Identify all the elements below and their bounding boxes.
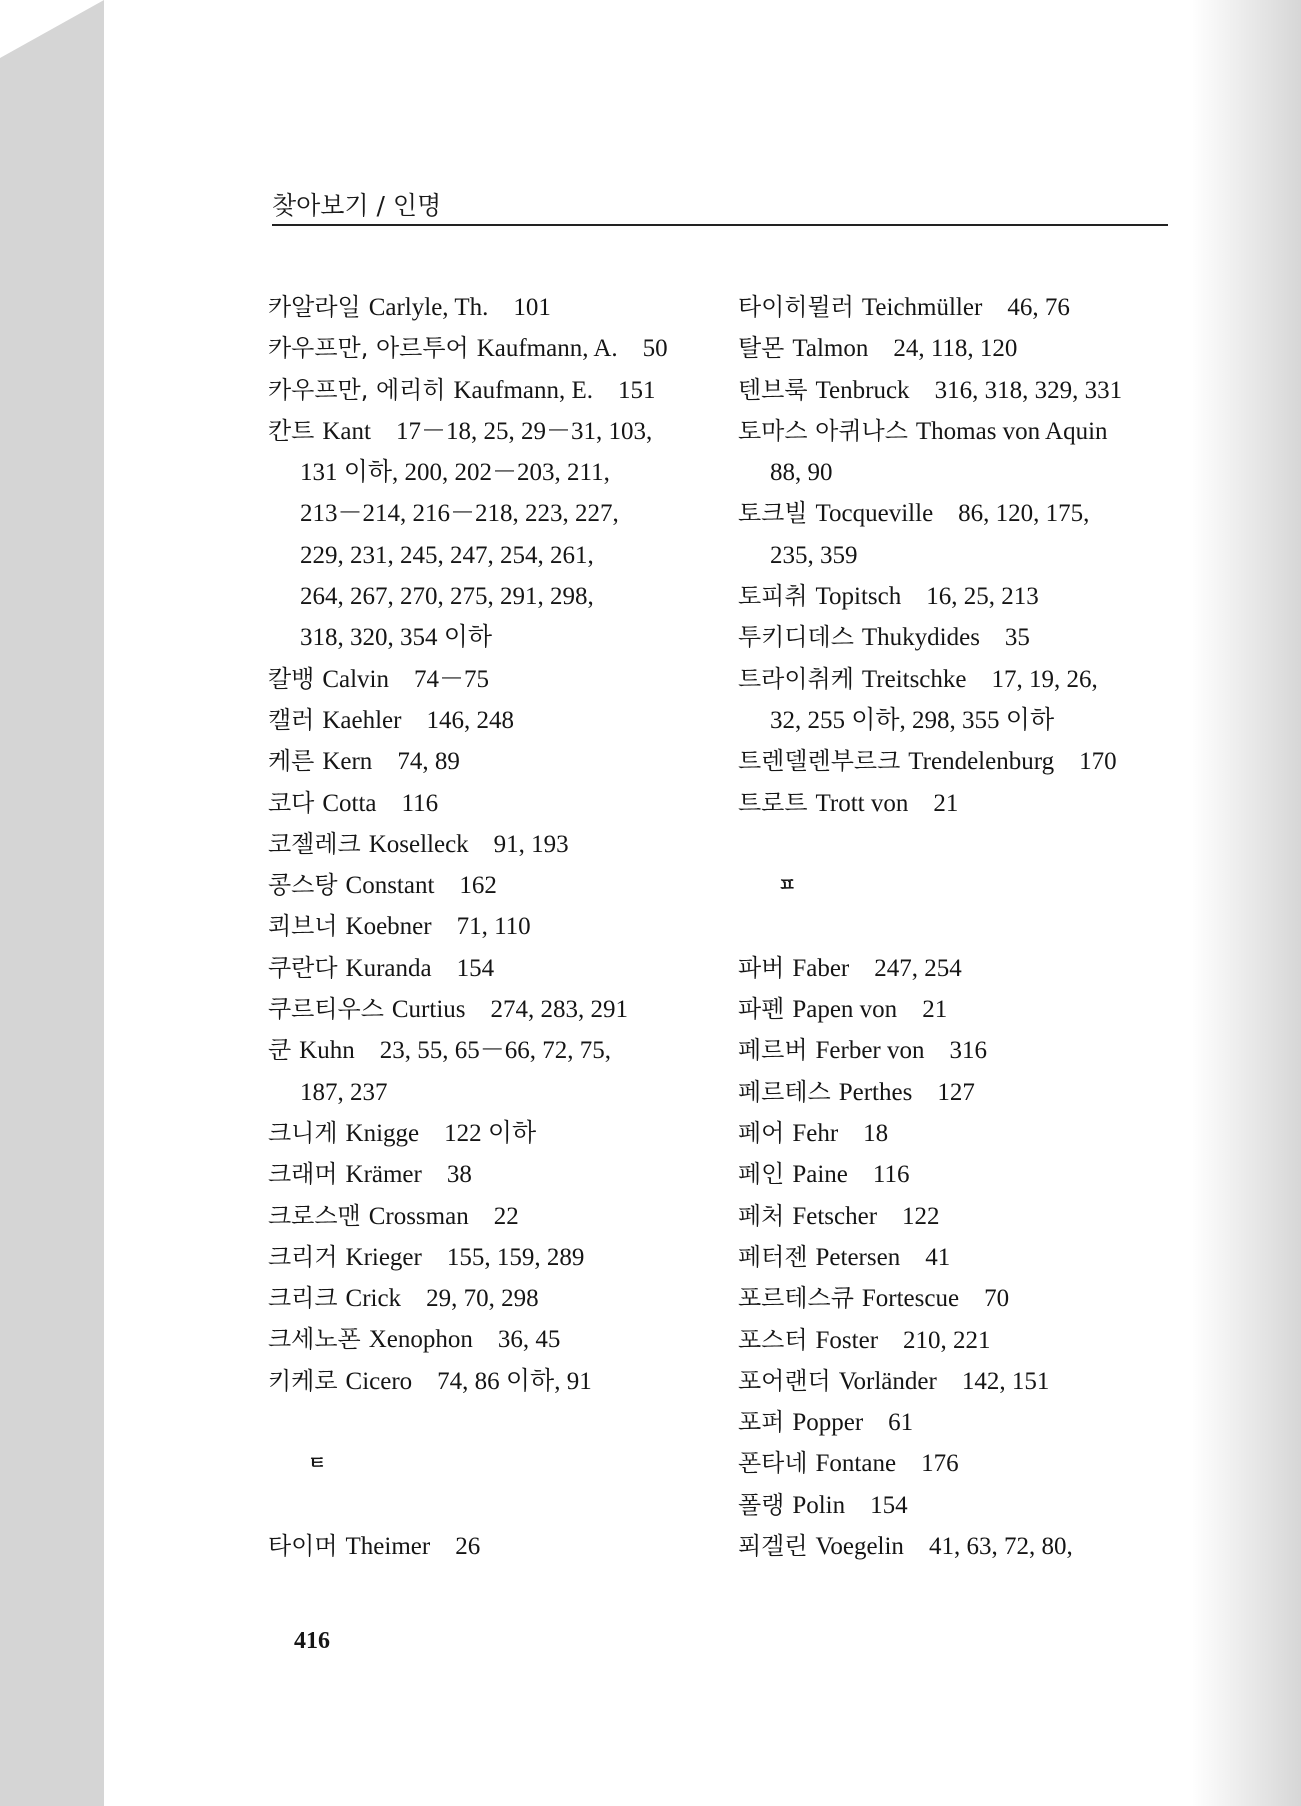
entry-original-name: Petersen	[815, 1243, 901, 1271]
entry-korean-name: 쿠르티우스	[268, 995, 384, 1024]
entry-page-refs: 26	[455, 1533, 481, 1561]
index-entry	[268, 1236, 708, 1277]
entry-korean-name: 폴랭	[738, 1490, 785, 1519]
index-entry	[738, 369, 1178, 410]
entry-korean-name: 트로트	[738, 788, 808, 817]
index-entry	[268, 286, 708, 327]
index-entry	[738, 1195, 1178, 1236]
index-entry	[738, 410, 1178, 451]
entry-korean-name: 카우프만, 아르투어	[268, 334, 469, 363]
entry-original-name: Cotta	[322, 789, 377, 817]
entry-korean-name: 크세노폰	[268, 1325, 361, 1354]
index-entry	[268, 410, 708, 451]
entry-page-refs: 116	[401, 789, 439, 817]
entry-korean-name: 캘러	[268, 705, 315, 734]
entry-page-refs: 70	[984, 1285, 1010, 1313]
entry-original-name: Topitsch	[815, 583, 902, 611]
entry-page-refs: 24, 118, 120	[893, 335, 1018, 363]
entry-page-refs: 151	[618, 376, 656, 404]
entry-page-refs: 61	[888, 1409, 914, 1437]
section-heading: ㅌ	[308, 1452, 327, 1475]
entry-original-name: Xenophon	[368, 1326, 473, 1354]
entry-page-refs: 247, 254	[874, 954, 962, 982]
entry-original-name: Kaehler	[322, 706, 402, 734]
entry-page-refs: 74, 86 이하, 91	[437, 1367, 592, 1395]
index-entry	[738, 1319, 1178, 1360]
entry-korean-name: 크리크	[268, 1284, 338, 1313]
entry-korean-name: 콩스탕	[268, 871, 338, 900]
entry-korean-name: 코젤레크	[268, 829, 361, 858]
entry-korean-name: 포퍼	[738, 1408, 785, 1437]
entry-korean-name: 포어랜더	[738, 1366, 831, 1395]
entry-page-refs: 88, 90	[770, 459, 833, 487]
index-entry	[738, 1112, 1178, 1153]
entry-original-name: Perthes	[838, 1078, 913, 1106]
entry-korean-name: 타이히뮐러	[738, 293, 854, 321]
entry-korean-name: 토크빌	[738, 499, 808, 528]
index-entry	[738, 947, 1178, 988]
entry-page-refs: 187, 237	[300, 1078, 388, 1106]
entry-original-name: Ferber von	[815, 1037, 925, 1065]
entry-page-refs: 21	[922, 996, 948, 1024]
entry-original-name: Thukydides	[861, 624, 980, 652]
entry-page-refs: 41	[925, 1243, 951, 1271]
entry-original-name: Calvin	[322, 665, 389, 693]
entry-page-refs: 71, 110	[456, 913, 531, 941]
index-entry	[268, 905, 708, 946]
entry-page-refs: 146, 248	[426, 706, 514, 734]
entry-original-name: Crick	[345, 1285, 402, 1313]
entry-original-name: Theimer	[345, 1533, 431, 1561]
index-entry	[268, 327, 708, 368]
entry-korean-name: 트렌델렌부르크	[738, 747, 901, 776]
index-entry-continuation	[738, 534, 1178, 575]
entry-page-refs: 38	[446, 1161, 472, 1189]
entry-korean-name: 트라이취케	[738, 664, 854, 693]
entry-korean-name: 코다	[268, 788, 315, 817]
entry-page-refs: 17－18, 25, 29－31, 103,	[395, 417, 653, 445]
entry-korean-name: 크로스맨	[268, 1201, 361, 1230]
entry-page-refs: 23, 55, 65－66, 72, 75,	[379, 1037, 611, 1065]
entry-page-refs: 86, 120, 175,	[958, 500, 1090, 528]
index-entry	[738, 988, 1178, 1029]
entry-korean-name: 푀겔린	[738, 1532, 808, 1561]
entry-korean-name: 키케로	[268, 1366, 338, 1395]
index-entry-continuation	[738, 451, 1178, 492]
entry-original-name: Voegelin	[815, 1533, 904, 1561]
entry-korean-name: 페르테스	[738, 1077, 831, 1106]
index-entry	[738, 1153, 1178, 1194]
entry-original-name: Foster	[815, 1326, 879, 1354]
entry-page-refs: 35	[1004, 624, 1030, 652]
entry-page-refs: 18	[863, 1120, 889, 1148]
entry-page-refs: 91, 193	[493, 830, 569, 858]
entry-page-refs: 213－214, 216－218, 223, 227,	[300, 500, 619, 528]
index-entry	[738, 1525, 1178, 1566]
index-entry	[738, 1360, 1178, 1401]
entry-korean-name: 파펜	[738, 995, 785, 1024]
index-entry	[738, 1401, 1178, 1442]
entry-korean-name: 페처	[738, 1201, 785, 1230]
entry-page-refs: 50	[642, 335, 668, 363]
entry-korean-name: 크니게	[268, 1118, 338, 1147]
entry-original-name: Treitschke	[861, 665, 967, 693]
entry-original-name: Vorländer	[838, 1367, 937, 1395]
entry-korean-name: 카알라일	[268, 293, 361, 321]
entry-original-name: Fortescue	[861, 1285, 960, 1313]
entry-page-refs: 74－75	[414, 665, 490, 693]
entry-original-name: Talmon	[792, 335, 869, 363]
entry-korean-name: 포스터	[738, 1325, 808, 1354]
entry-page-refs: 101	[513, 294, 551, 321]
entry-korean-name: 크리거	[268, 1242, 338, 1271]
entry-page-refs: 316, 318, 329, 331	[934, 376, 1123, 404]
entry-original-name: Curtius	[391, 996, 466, 1024]
index-entry	[268, 1029, 708, 1070]
entry-korean-name: 칼뱅	[268, 664, 315, 693]
index-entry	[268, 1195, 708, 1236]
index-entry	[738, 1071, 1178, 1112]
index-entry	[738, 1484, 1178, 1525]
entry-page-refs: 131 이하, 200, 202－203, 211,	[300, 459, 610, 487]
index-entry	[738, 575, 1178, 616]
entry-korean-name: 쾨브너	[268, 912, 338, 941]
index-entry	[268, 1318, 708, 1359]
index-entry	[268, 1112, 708, 1153]
entry-original-name: Thomas von Aquin	[915, 417, 1108, 445]
index-entry	[268, 1277, 708, 1318]
entry-original-name: Knigge	[345, 1119, 420, 1147]
entry-korean-name: 투키디데스	[738, 623, 854, 652]
entry-page-refs: 155, 159, 289	[446, 1243, 585, 1271]
index-entry	[268, 1525, 708, 1566]
entry-original-name: Koebner	[345, 913, 432, 941]
entry-korean-name: 탈몬	[738, 334, 785, 363]
entry-original-name: Fontane	[815, 1450, 897, 1478]
entry-page-refs: 316	[949, 1037, 988, 1065]
entry-page-refs: 318, 320, 354 이하	[300, 624, 493, 652]
entry-page-refs: 74, 89	[397, 748, 460, 776]
entry-original-name: Tenbruck	[815, 376, 910, 404]
entry-original-name: Kant	[322, 417, 371, 445]
index-entry	[268, 864, 708, 905]
entry-original-name: Tocqueville	[815, 500, 934, 528]
entry-page-refs: 274, 283, 291	[490, 996, 628, 1024]
entry-original-name: Carlyle, Th.	[368, 294, 489, 321]
index-entry	[268, 658, 708, 699]
index-entry	[268, 988, 708, 1029]
entry-page-refs: 16, 25, 213	[926, 583, 1039, 611]
header-rule	[272, 224, 1168, 226]
index-entry-continuation	[268, 575, 708, 616]
entry-korean-name: 페인	[738, 1160, 785, 1189]
entry-original-name: Polin	[792, 1491, 846, 1519]
entry-original-name: Fetscher	[792, 1202, 878, 1230]
entry-korean-name: 카우프만, 에리히	[268, 375, 446, 404]
entry-original-name: Trott von	[815, 789, 909, 817]
index-entry	[268, 823, 708, 864]
page-number: 416	[294, 1628, 330, 1654]
index-entry	[738, 492, 1178, 533]
entry-korean-name: 크래머	[268, 1160, 338, 1189]
index-entry-continuation	[738, 699, 1178, 740]
entry-page-refs: 142, 151	[961, 1367, 1050, 1395]
entry-korean-name: 페어	[738, 1119, 785, 1148]
entry-original-name: Cicero	[345, 1367, 413, 1395]
entry-page-refs: 127	[937, 1078, 975, 1106]
index-column-right	[738, 286, 1178, 1566]
page-header-title: 찾아보기 / 인명	[272, 191, 442, 220]
entry-korean-name: 페터젠	[738, 1242, 808, 1271]
entry-page-refs: 229, 231, 245, 247, 254, 261,	[300, 541, 594, 569]
entry-korean-name: 포르테스큐	[738, 1284, 854, 1313]
entry-korean-name: 페르버	[738, 1036, 808, 1065]
entry-page-refs: 162	[459, 872, 497, 900]
entry-korean-name: 쿠란다	[268, 953, 338, 982]
entry-page-refs: 17, 19, 26,	[991, 665, 1098, 693]
index-entry	[268, 782, 708, 823]
index-entry	[738, 327, 1178, 368]
entry-original-name: Krämer	[345, 1161, 422, 1189]
index-entry	[268, 1360, 708, 1401]
index-entry	[738, 1236, 1178, 1277]
entry-original-name: Teichmüller	[861, 294, 983, 321]
entry-page-refs: 210, 221	[903, 1326, 991, 1354]
entry-original-name: Koselleck	[368, 830, 469, 858]
entry-page-refs: 29, 70, 298	[426, 1285, 539, 1313]
entry-original-name: Kern	[322, 748, 373, 776]
index-entry	[738, 658, 1178, 699]
book-page	[104, 0, 1301, 1806]
entry-korean-name: 토마스 아퀴나스	[738, 416, 908, 445]
index-entry-continuation	[268, 616, 708, 657]
index-entry	[268, 947, 708, 988]
entry-original-name: Kuranda	[345, 954, 432, 982]
entry-korean-name: 폰타네	[738, 1449, 808, 1478]
entry-page-refs: 235, 359	[770, 541, 858, 569]
book-spine	[0, 0, 104, 1806]
index-column-left	[268, 286, 708, 1566]
entry-korean-name: 토피취	[738, 582, 808, 611]
index-entry-continuation	[268, 451, 708, 492]
entry-original-name: Crossman	[368, 1202, 469, 1230]
entry-original-name: Kaufmann, A.	[476, 335, 618, 363]
entry-page-refs: 36, 45	[497, 1326, 561, 1354]
index-entry	[738, 616, 1178, 657]
entry-original-name: Kaufmann, E.	[453, 376, 594, 404]
index-entry	[268, 369, 708, 410]
index-entry	[268, 740, 708, 781]
index-entry-continuation	[268, 534, 708, 575]
entry-page-refs: 21	[933, 789, 959, 817]
entry-korean-name: 케른	[268, 747, 315, 776]
entry-korean-name: 텐브룩	[738, 375, 808, 404]
entry-korean-name: 칸트	[268, 416, 315, 445]
entry-page-refs: 176	[921, 1450, 959, 1478]
index-entry	[738, 1277, 1178, 1318]
section-heading: ㅍ	[778, 873, 797, 896]
index-entry-continuation	[268, 1071, 708, 1112]
entry-original-name: Paine	[792, 1161, 848, 1189]
index-entry	[738, 1029, 1178, 1070]
entry-page-refs: 154	[456, 954, 495, 982]
entry-page-refs: 122	[902, 1202, 940, 1230]
entry-page-refs: 264, 267, 270, 275, 291, 298,	[300, 583, 594, 611]
entry-page-refs: 122 이하	[444, 1119, 537, 1147]
entry-page-refs: 154	[870, 1491, 908, 1519]
entry-original-name: Popper	[792, 1409, 864, 1437]
entry-original-name: Krieger	[345, 1243, 422, 1271]
index-entry-continuation	[268, 492, 708, 533]
entry-page-refs: 170	[1079, 748, 1117, 776]
index-entry	[268, 1153, 708, 1194]
entry-korean-name: 파버	[738, 953, 785, 982]
entry-original-name: Fehr	[792, 1120, 839, 1148]
entry-page-refs: 116	[872, 1161, 910, 1189]
index-entry	[738, 782, 1178, 823]
index-entry	[738, 740, 1178, 781]
index-entry	[738, 286, 1178, 327]
entry-page-refs: 46, 76	[1007, 294, 1070, 321]
entry-original-name: Trendelenburg	[908, 748, 1055, 776]
entry-original-name: Faber	[792, 954, 850, 982]
entry-original-name: Kuhn	[299, 1037, 355, 1065]
index-entry	[738, 1442, 1178, 1483]
entry-page-refs: 41, 63, 72, 80,	[928, 1533, 1073, 1561]
index-entry	[268, 699, 708, 740]
entry-korean-name: 타이머	[268, 1532, 338, 1561]
entry-original-name: Papen von	[792, 996, 898, 1024]
entry-korean-name: 쿤	[268, 1036, 292, 1065]
entry-original-name: Constant	[345, 872, 435, 900]
entry-page-refs: 32, 255 이하, 298, 355 이하	[770, 706, 1055, 734]
entry-page-refs: 22	[493, 1202, 519, 1230]
